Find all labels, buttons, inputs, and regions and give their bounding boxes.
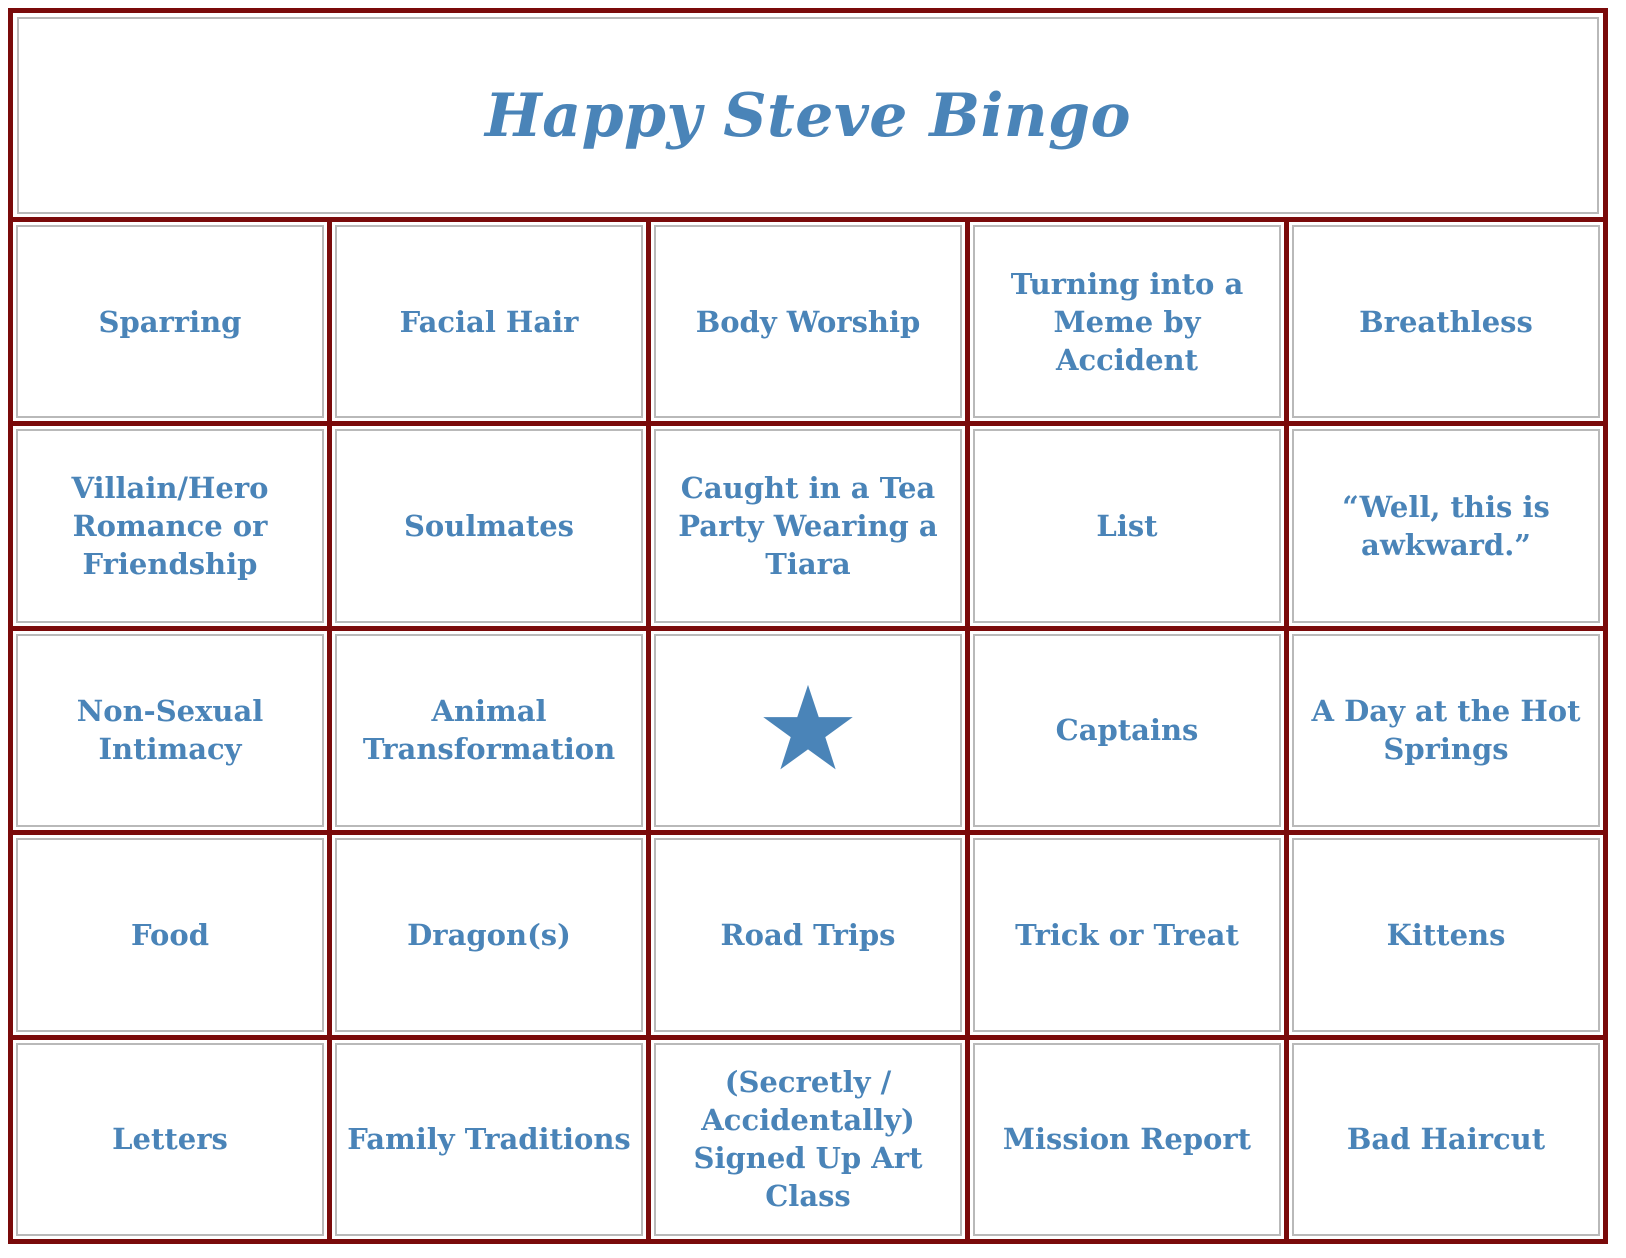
square-label: Family Traditions [347,1122,631,1157]
square-label: Kittens [1386,917,1506,952]
square-label: Letters [112,1122,228,1157]
bingo-square[interactable] [970,222,1284,421]
bingo-square[interactable] [332,222,646,421]
bingo-square[interactable] [970,1040,1284,1239]
bingo-square[interactable] [1289,631,1603,830]
square-label: Caught in a Tea Party Wearing a Tiara [678,471,938,582]
square-label: Turning into a Meme by Accident [1010,266,1244,377]
bingo-square[interactable] [651,835,965,1034]
square-label: Mission Report [1002,1122,1252,1157]
bingo-square[interactable] [651,1040,965,1239]
bingo-square[interactable] [1289,1040,1603,1239]
square-label: Bad Haircut [1346,1122,1546,1157]
bingo-square[interactable] [13,631,327,830]
bingo-square[interactable] [970,835,1284,1034]
bingo-square[interactable] [13,835,327,1034]
star-icon [760,682,856,778]
square-label: Food [131,917,209,952]
bingo-square[interactable] [970,631,1284,830]
bingo-square[interactable] [651,426,965,625]
bingo-square[interactable] [332,1040,646,1239]
bingo-card [8,8,1608,1244]
bingo-square[interactable] [332,426,646,625]
square-label: Dragon(s) [407,917,571,952]
bingo-square[interactable] [13,426,327,625]
square-label: “Well, this is awkward.” [1342,490,1550,563]
bingo-square[interactable] [332,631,646,830]
bingo-square[interactable] [13,1040,327,1239]
square-label: List [1096,509,1158,544]
bingo-square[interactable] [1289,835,1603,1034]
square-label: A Day at the Hot Springs [1311,694,1581,767]
square-label: Animal Transformation [362,694,616,767]
free-space-square[interactable] [651,631,965,830]
square-label: Non-Sexual Intimacy [76,694,264,767]
bingo-square[interactable] [970,426,1284,625]
bingo-square[interactable] [1289,222,1603,421]
square-label: Villain/Hero Romance or Friendship [71,471,269,582]
page-title: Happy Steve Bingo [485,80,1131,151]
square-label: Breathless [1359,304,1533,339]
square-label: Soulmates [403,509,575,544]
title-box [17,17,1599,214]
square-label: Captains [1055,713,1199,748]
square-label: Body Worship [695,304,921,339]
bingo-square[interactable] [1289,426,1603,625]
bingo-grid [13,222,1603,1239]
bingo-square[interactable] [13,222,327,421]
bingo-square[interactable] [651,222,965,421]
square-label: Facial Hair [399,304,579,339]
square-label: Sparring [98,304,242,339]
square-label: Road Trips [720,917,896,952]
square-label: (Secretly / Accidentally) Signed Up Art Class [693,1065,923,1214]
bingo-square[interactable] [332,835,646,1034]
square-label: Trick or Treat [1015,917,1239,952]
